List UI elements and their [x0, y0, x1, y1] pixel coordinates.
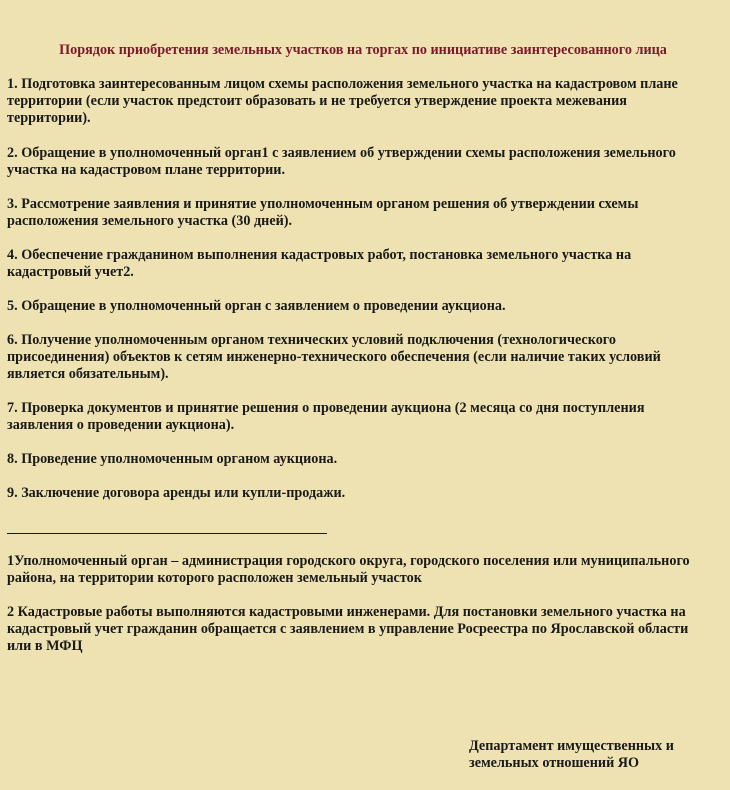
- department-line-2: земельных отношений ЯО: [469, 755, 640, 771]
- step-8: 8. Проведение уполномоченным органом аукциона.: [7, 451, 338, 467]
- step-6: 6. Получение уполномоченным органом технических условий подключения (технологического присоединения) объектов к сетям инженерно-технического обеспечения (если наличие таких условий является обязательным).: [7, 332, 661, 382]
- page-title: Порядок приобретения земельных участков на торгах по инициативе заинтересованного лица: [59, 42, 667, 58]
- step-7: 7. Проверка документов и принятие решения о проведении аукциона (2 месяца со дня поступления заявления о проведении аукциона).: [7, 400, 645, 433]
- step-5: 5. Обращение в уполномоченный орган с заявлением о проведении аукциона.: [7, 298, 506, 314]
- step-3: 3. Рассмотрение заявления и принятие уполномоченным органом решения об утверждении схемы расположения земельного участка (30 дней).: [7, 196, 639, 229]
- footnote-separator: [7, 533, 327, 534]
- step-1: 1. Подготовка заинтересованным лицом схемы расположения земельного участка на кадастровом плане территории (если участок предстоит образовать и не требуется утверждение проекта межевания территории).: [7, 76, 678, 126]
- department-line-1: Департамент имущественных и: [469, 738, 674, 754]
- step-9: 9. Заключение договора аренды или купли-продажи.: [7, 485, 346, 501]
- department-signature: [469, 738, 719, 772]
- footnote-1: 1Уполномоченный орган – администрация городского округа, городского поселения или муниципального района, на территории которого расположен земельный участок: [7, 553, 690, 586]
- footnote-2: 2 Кадастровые работы выполняются кадастровыми инженерами. Для постановки земельного участка на кадастровый учет гражданин обращается с заявлением в управление Росреестра по Ярославской области или в МФЦ: [7, 604, 689, 654]
- step-4: 4. Обеспечение гражданином выполнения кадастровых работ, постановка земельного участка на кадастровый учет2.: [7, 247, 632, 280]
- step-2: 2. Обращение в уполномоченный орган1 с заявлением об утверждении схемы расположения земельного участка на кадастровом плане территории.: [7, 145, 676, 178]
